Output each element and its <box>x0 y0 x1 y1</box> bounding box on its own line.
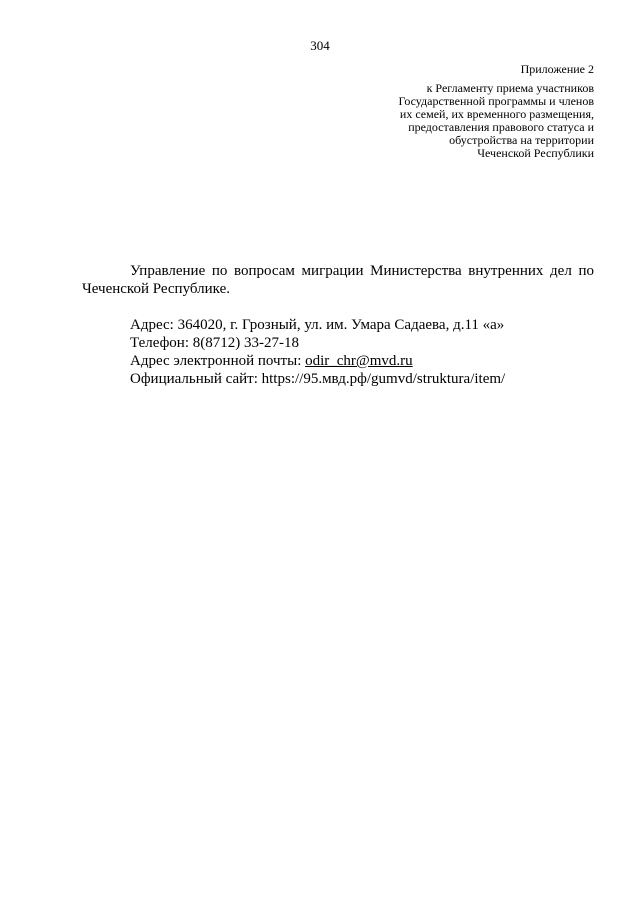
website-value: https://95.мвд.рф/gumvd/struktura/item/ <box>261 371 506 387</box>
address-line <box>130 316 594 334</box>
website-line <box>130 370 594 388</box>
email-label: Адрес электронной почты: <box>130 353 302 369</box>
regulation-line: к Регламенту приема участников <box>426 81 594 95</box>
email-line <box>130 352 594 370</box>
address-value: 364020, г. Грозный, ул. им. Умара Садаева, д.11 «а» <box>177 317 505 333</box>
phone-label: Телефон: <box>130 335 189 351</box>
email-link[interactable]: odir_chr@mvd.ru <box>305 353 413 369</box>
page-number: 304 <box>310 38 330 53</box>
regulation-line: их семей, их временного размещения, <box>399 107 594 121</box>
regulation-note <box>354 82 594 160</box>
regulation-line: предоставления правового статуса и <box>408 120 594 134</box>
main-block <box>82 262 594 388</box>
organization-name: Управление по вопросам миграции Министерства внутренних дел по Чеченской Республике. <box>82 263 594 297</box>
phone-line <box>130 334 594 352</box>
appendix-label: Приложение 2 <box>520 62 594 76</box>
website-label: Официальный сайт: <box>130 371 258 387</box>
contacts <box>82 316 594 388</box>
phone-value: 8(8712) 33-27-18 <box>192 335 299 351</box>
regulation-line: Государственной программы и членов <box>398 94 594 108</box>
regulation-line: Чеченской Республики <box>477 146 594 160</box>
address-label: Адрес: <box>130 317 174 333</box>
regulation-line: обустройства на территории <box>449 133 594 147</box>
